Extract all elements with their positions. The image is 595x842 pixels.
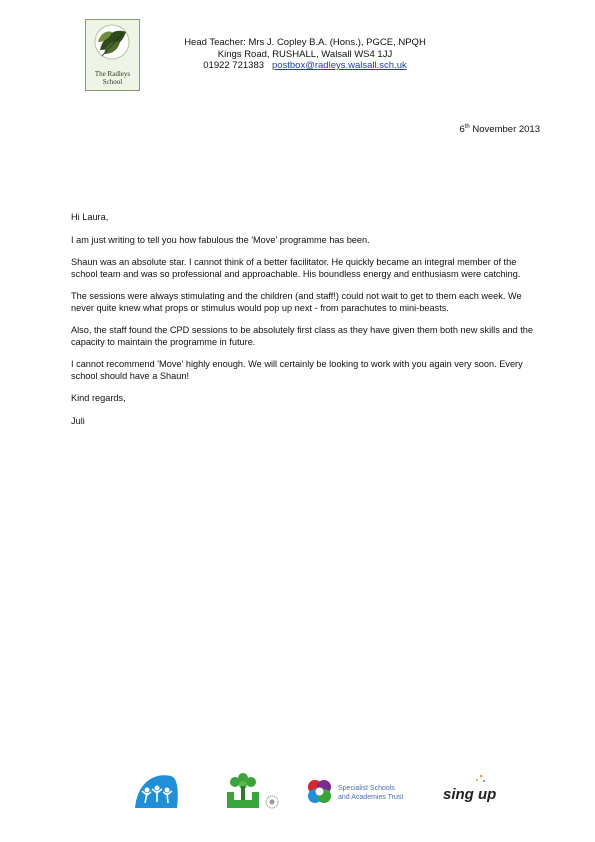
greeting: Hi Laura, <box>71 212 109 222</box>
paragraph-5: I cannot recommend 'Move' highly enough. We will certainly be looking to work with you again very soon. Every school should have a Shaun! <box>71 359 523 381</box>
ssat-line2: and Academies Trust <box>338 793 404 801</box>
school-logo <box>85 19 140 91</box>
school-name-line2: School <box>102 78 123 86</box>
paragraph-1: I am just writing to tell you how fabulous the 'Move' programme has been. <box>71 234 370 245</box>
contact-line <box>150 60 460 72</box>
singup-wordmark: sing up <box>443 786 497 803</box>
paragraph-2: Shaun was an absolute star. I cannot think of a better facilitator. He quickly became an integral member of the school team and was so professional and approachable. His boundless energy and enthusiasm were catching. <box>71 257 521 279</box>
paragraph-3: The sessions were always stimulating and the children (and staff!) could not wait to get to them each week. We never quite knew what props or stimulus would pop up next - from parachutes to mini-beasts. <box>71 291 522 313</box>
closing: Kind regards, <box>71 393 126 403</box>
head-teacher-line: Head Teacher: Mrs J. Copley B.A. (Hons.), PGCE, NPQH <box>184 37 426 48</box>
paragraph-4: Also, the staff found the CPD sessions to be absolutely first class as they have given them both new skills and the capacity to maintain the programme in future. <box>71 325 534 347</box>
date-day: 6 <box>459 124 465 136</box>
signature: Juli <box>71 415 85 426</box>
ssat-name <box>338 785 403 802</box>
activemark-logo <box>133 770 179 810</box>
date-suffix: th <box>464 124 470 130</box>
address-line: Kings Road, RUSHALL, Walsall WS4 1JJ <box>217 49 393 60</box>
email-link[interactable]: postbox@radleys.walsall.sch.uk <box>271 60 407 71</box>
date-rest: November 2013 <box>469 124 540 136</box>
letter-date <box>459 124 540 135</box>
letter-body <box>71 212 541 438</box>
leaf-icon <box>86 20 139 70</box>
phone-number: 01922 721383 <box>203 60 265 71</box>
healthy-schools-logo <box>224 770 284 810</box>
school-name-line1: The Radleys <box>94 70 131 78</box>
ssat-logo <box>305 770 335 810</box>
ssat-line1: Specialist Schools <box>338 785 395 792</box>
singup-logo <box>443 780 497 803</box>
